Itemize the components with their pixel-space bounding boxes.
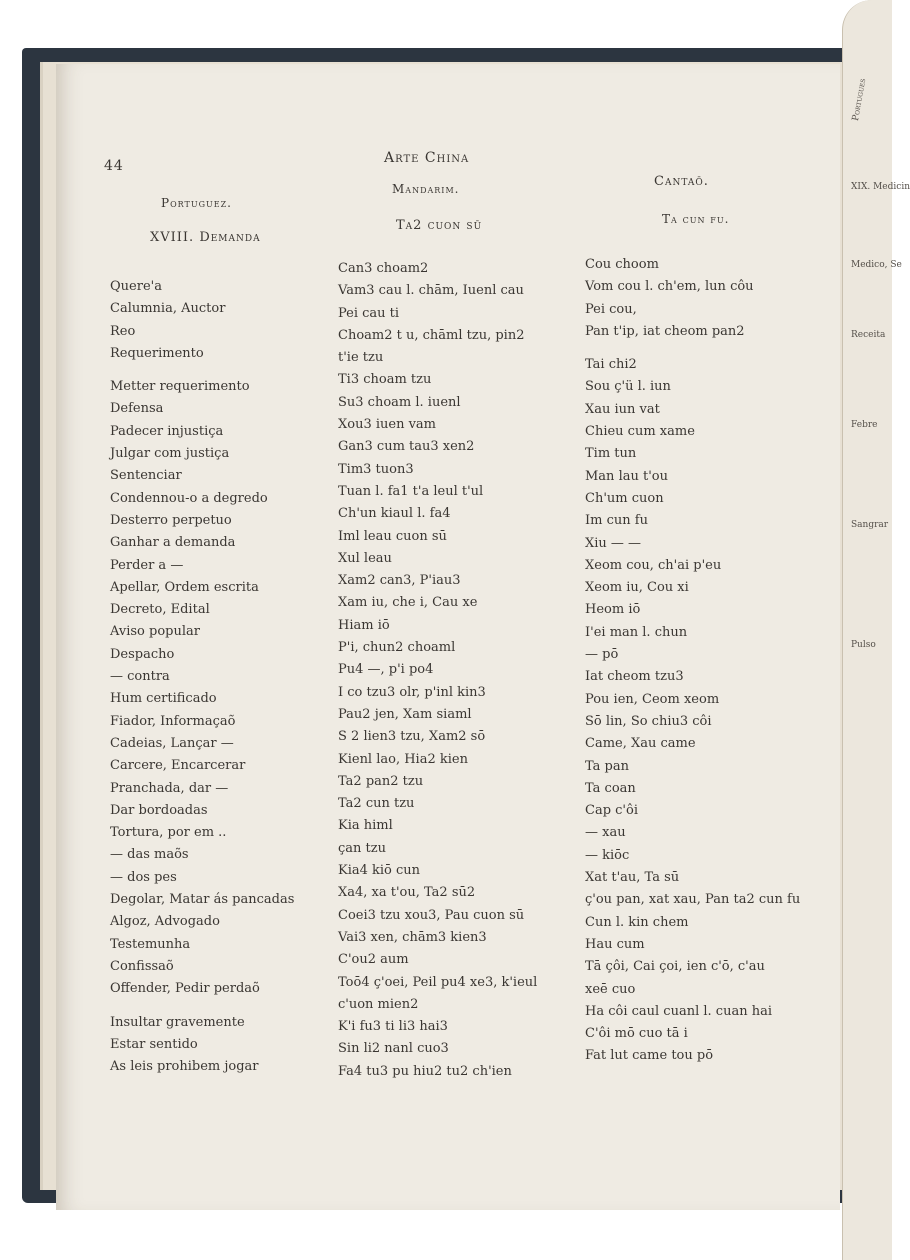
cantao-entry: Vom cou l. ch'em, lun côu	[585, 279, 754, 295]
facing-page-fragment: Febre	[851, 420, 878, 430]
mandarim-entry: Ti3 choam tzu	[338, 372, 432, 388]
mandarim-entry: K'i fu3 ti li3 hai3	[338, 1019, 448, 1035]
cantao-entry: Ch'um cuon	[585, 490, 664, 506]
mandarim-entry: Ta2 cun tzu	[338, 796, 415, 812]
mandarim-entry: Kienl lao, Hia2 kien	[338, 751, 468, 767]
portuguese-entry: Aviso popular	[110, 624, 200, 640]
section-title: XVIII. Demanda	[150, 230, 261, 245]
mandarim-entry: Choam2 t u, chāml tzu, pin2	[338, 327, 525, 343]
portuguese-entry: Quere'a	[110, 279, 162, 294]
mandarim-entry: Pu4 —, p'i po4	[338, 662, 434, 678]
mandarim-entry: Iml leau cuon sū	[338, 528, 447, 544]
mandarim-subheading: Ta2 cuon sū	[396, 218, 483, 233]
mandarim-column	[338, 258, 537, 1083]
cantao-entry: Xeom cou, ch'ai p'eu	[585, 557, 722, 573]
mandarim-entry: Kia4 kiō cun	[338, 863, 421, 879]
cantao-subheading: Ta cun fu.	[662, 212, 730, 226]
mandarim-entry: Ch'un kiaul l. fa4	[338, 506, 451, 522]
mandarim-entry: Xul leau	[338, 550, 392, 566]
portuguese-entry: Despacho	[110, 646, 175, 662]
mandarim-entry: Tim3 tuon3	[338, 461, 414, 477]
cantao-entry: Im cun fu	[585, 513, 648, 529]
mandarim-entry: Vai3 xen, chām3 kien3	[338, 929, 487, 945]
facing-page	[842, 0, 910, 1260]
portuguese-entry: As leis prohibem jogar	[110, 1059, 259, 1075]
portuguese-entry: Pranchada, dar —	[110, 780, 229, 796]
portuguese-entry: Fiador, Informaçaõ	[110, 713, 236, 729]
cantao-column	[585, 254, 800, 1068]
portuguese-entry: Sentenciar	[110, 468, 182, 484]
facing-page-fragment: Receita	[851, 330, 886, 340]
portuguese-entry: Carcere, Encarcerar	[110, 758, 246, 774]
cantao-entry: Iat cheom tzu3	[585, 669, 684, 685]
cantao-entry: Man lau t'ou	[585, 468, 668, 484]
portuguese-entry: Desterro perpetuo	[110, 512, 232, 528]
cantao-entry: — xau	[585, 825, 626, 841]
mandarim-entry: Pei cau ti	[338, 305, 400, 321]
cantao-entry: Chieu cum xame	[585, 424, 695, 440]
portuguese-entry: Algoz, Advogado	[110, 914, 220, 930]
mandarim-entry: I co tzu3 olr, p'inl kin3	[338, 684, 486, 700]
mandarim-entry: Xou3 iuen vam	[338, 417, 437, 433]
portuguese-column	[110, 276, 294, 1078]
cantao-entry: Sō lin, So chiu3 côi	[585, 713, 712, 729]
mandarim-entry: Ta2 pan2 tzu	[338, 773, 424, 789]
mandarim-entry: Su3 choam l. iuenl	[338, 394, 461, 410]
cantao-entry: Tai chi2	[585, 357, 637, 373]
cantao-entry: Ha côi caul cuanl l. cuan hai	[585, 1003, 772, 1019]
portuguese-entry: Metter requerimento	[110, 379, 250, 395]
portuguese-entry	[110, 1001, 294, 1012]
portuguese-entry: Ganhar a demanda	[110, 535, 236, 551]
portuguese-entry: — contra	[110, 669, 170, 685]
cantao-entry: Cou choom	[585, 257, 659, 272]
mandarim-entry: C'ou2 aum	[338, 952, 409, 968]
portuguese-entry: Apellar, Ordem escrita	[110, 579, 259, 595]
facing-page-fragment: Portugues	[851, 77, 869, 122]
mandarim-entry: Can3 choam2	[338, 261, 429, 276]
cantao-entry: Fat lut came tou pō	[585, 1048, 714, 1064]
cantao-entry: Pan t'ip, iat cheom pan2	[585, 323, 745, 339]
page-number: 44	[104, 158, 124, 174]
cantao-entry: I'ei man l. chun	[585, 624, 688, 640]
mandarim-entry: Xam iu, che i, Cau xe	[338, 595, 478, 611]
cantao-entry: Heom iō	[585, 602, 641, 618]
facing-page-fragment: Medico, Se	[851, 260, 902, 270]
mandarim-entry: Sin li2 nanl cuo3	[338, 1041, 449, 1057]
cantao-entry: Xeom iu, Cou xi	[585, 580, 689, 596]
portuguese-entry: Cadeias, Lançar —	[110, 735, 234, 751]
cantao-entry: Pei cou,	[585, 301, 637, 317]
facing-page-fragment: Sangrar	[851, 520, 889, 530]
mandarim-entry: Xam2 can3, P'iau3	[338, 573, 461, 589]
portuguese-entry: Insultar gravemente	[110, 1014, 245, 1030]
portuguese-entry: Decreto, Edital	[110, 602, 210, 618]
portuguese-entry: Reo	[110, 323, 136, 339]
mandarim-entry: Vam3 cau l. chām, Iuenl cau	[338, 283, 524, 299]
mandarim-entry: Pau2 jen, Xam siaml	[338, 706, 472, 722]
mandarim-entry: Fa4 tu3 pu hiu2 tu2 ch'ien	[338, 1063, 512, 1079]
portuguese-entry: Padecer injustiça	[110, 423, 224, 439]
portuguese-entry: Estar sentido	[110, 1036, 198, 1052]
mandarim-entry: t'ie tzu	[338, 350, 384, 366]
portuguese-entry: Hum certificado	[110, 691, 217, 707]
facing-page-fragment: XIX. Medicin	[851, 182, 910, 192]
portuguese-entry: — das maõs	[110, 847, 189, 863]
cantao-entry: — pō	[585, 647, 619, 663]
mandarim-entry: c'uon mien2	[338, 996, 419, 1012]
cantao-entry: Xau iun vat	[585, 401, 660, 417]
cantao-entry: Xat t'au, Ta sū	[585, 870, 680, 886]
cantao-entry: Sou ç'ü l. iun	[585, 379, 671, 395]
portuguese-entry: Requerimento	[110, 345, 204, 361]
portuguese-entry: Dar bordoadas	[110, 802, 208, 818]
book-page	[56, 64, 840, 1210]
cantao-entry: Came, Xau came	[585, 736, 696, 752]
mandarim-entry: çan tzu	[338, 840, 386, 856]
cantao-entry: Cun l. kin chem	[585, 914, 689, 930]
mandarim-entry: Toō4 ç'oei, Peil pu4 xe3, k'ieul	[338, 974, 538, 990]
mandarim-entry: Kia himl	[338, 818, 393, 834]
mandarim-entry: P'i, chun2 choaml	[338, 640, 456, 656]
cantao-entry: — kiōc	[585, 847, 630, 863]
portuguese-entry: Condennou-o a degredo	[110, 490, 268, 506]
portuguese-entry	[110, 365, 294, 376]
cantao-entry: C'ôi mō cuo tā i	[585, 1026, 688, 1042]
mandarim-heading: Mandarim.	[392, 182, 460, 196]
mandarim-entry: Gan3 cum tau3 xen2	[338, 439, 475, 455]
portuguese-entry: Confissaõ	[110, 958, 174, 974]
cantao-entry	[585, 343, 800, 354]
cantao-entry: xeē cuo	[585, 981, 636, 997]
cantao-entry: Cap c'ôi	[585, 803, 638, 819]
mandarim-entry: Xa4, xa t'ou, Ta2 sū2	[338, 885, 476, 901]
portuguese-entry: Julgar com justiça	[110, 446, 230, 462]
cantao-entry: Tā çôi, Cai çoi, ien c'ō, c'au	[585, 959, 765, 975]
portuguese-entry: Calumnia, Auctor	[110, 301, 226, 317]
portuguese-entry: Testemunha	[110, 936, 191, 952]
cantao-entry: Pou ien, Ceom xeom	[585, 691, 720, 707]
cantao-entry: Tim tun	[585, 446, 637, 462]
portuguese-entry: Offender, Pedir perdaõ	[110, 981, 260, 997]
portuguese-heading: Portuguez.	[161, 196, 232, 210]
portuguese-entry: Degolar, Matar ás pancadas	[110, 892, 295, 908]
cantao-entry: Hau cum	[585, 936, 645, 952]
cantao-entry: Ta coan	[585, 780, 636, 796]
portuguese-entry: Defensa	[110, 401, 164, 417]
portuguese-entry: Perder a —	[110, 557, 184, 573]
running-head: Arte China	[384, 150, 470, 166]
mandarim-entry: Coei3 tzu xou3, Pau cuon sū	[338, 907, 525, 923]
portuguese-entry: — dos pes	[110, 869, 177, 885]
mandarim-entry: Hiam iō	[338, 617, 390, 633]
cantao-heading: Cantaō.	[654, 174, 709, 189]
facing-page-fragment: Pulso	[851, 640, 876, 650]
mandarim-entry: S 2 lien3 tzu, Xam2 sō	[338, 729, 486, 745]
cantao-entry: Xiu — —	[585, 535, 642, 551]
cantao-entry: Ta pan	[585, 758, 629, 774]
mandarim-entry: Tuan l. fa1 t'a leul t'ul	[338, 483, 484, 499]
portuguese-entry: Tortura, por em ..	[110, 825, 227, 841]
cantao-entry: ç'ou pan, xat xau, Pan ta2 cun fu	[585, 892, 801, 908]
